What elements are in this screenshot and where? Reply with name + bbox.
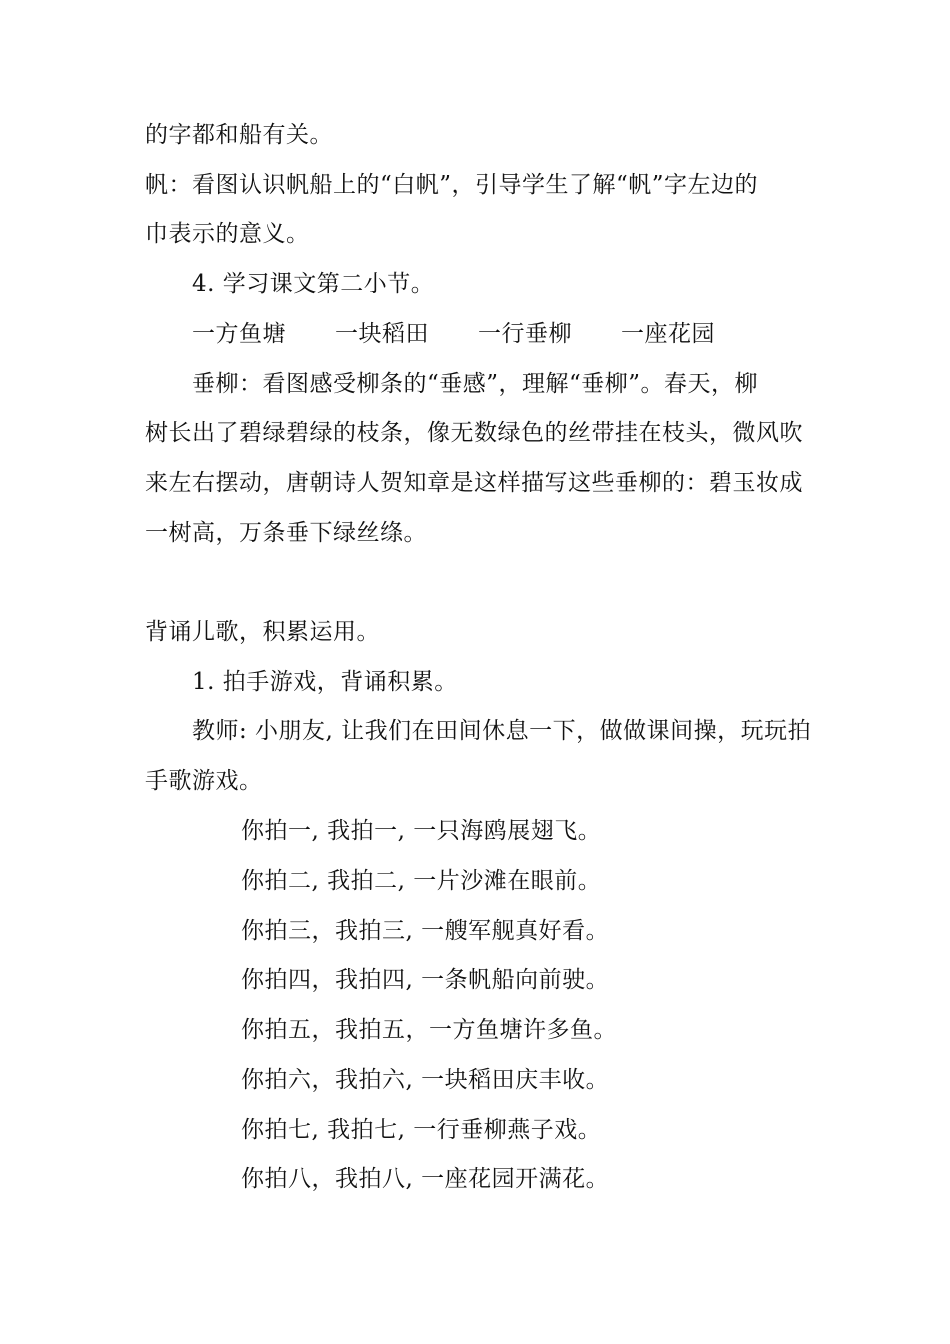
paragraph-line: 树长出了碧绿碧绿的枝条，像无数绿色的丝带挂在枝头，微风吹 <box>145 420 803 446</box>
song-line: 你拍三，我拍三, 一艘军舰真好看。 <box>241 918 610 944</box>
paragraph-line: 来左右摆动，唐朝诗人贺知章是这样描写这些垂柳的：碧玉妆成 <box>145 470 803 496</box>
section-heading: 1. 拍手游戏，背诵积累。 <box>192 669 458 695</box>
paragraph-line: 垂柳：看图感受柳条的“垂感”，理解“垂柳”。春天，柳 <box>192 371 759 397</box>
phrase-row <box>192 319 715 349</box>
song-line: 你拍一, 我拍一, 一只海鸥展翅飞。 <box>241 818 602 844</box>
paragraph-line: 手歌游戏。 <box>145 768 263 794</box>
section-title: 背诵儿歌，积累运用。 <box>145 619 380 645</box>
song-line: 你拍七, 我拍七, 一行垂柳燕子戏。 <box>241 1117 602 1143</box>
phrase-item: 一行垂柳 <box>478 321 572 347</box>
paragraph-line: 一树高，万条垂下绿丝绦。 <box>145 520 427 546</box>
song-line: 你拍八，我拍八, 一座花园开满花。 <box>241 1166 610 1192</box>
phrase-item: 一块稻田 <box>335 321 429 347</box>
phrase-item: 一座花园 <box>621 321 715 347</box>
paragraph-line: 的字都和船有关。 <box>145 122 333 148</box>
phrase-item: 一方鱼塘 <box>192 321 286 347</box>
paragraph-line: 巾表示的意义。 <box>145 221 310 247</box>
song-line: 你拍二, 我拍二, 一片沙滩在眼前。 <box>241 868 602 894</box>
song-line: 你拍六，我拍六, 一块稻田庆丰收。 <box>241 1067 610 1093</box>
song-line: 你拍五，我拍五，一方鱼塘许多鱼。 <box>241 1017 617 1043</box>
section-heading: 4. 学习课文第二小节。 <box>192 271 435 297</box>
song-line: 你拍四，我拍四, 一条帆船向前驶。 <box>241 967 610 993</box>
paragraph-line: 帆：看图认识帆船上的“白帆”，引导学生了解“帆”字左边的 <box>145 172 759 198</box>
paragraph-line: 教师: 小朋友, 让我们在田间休息一下，做做课间操，玩玩拍 <box>192 718 812 744</box>
